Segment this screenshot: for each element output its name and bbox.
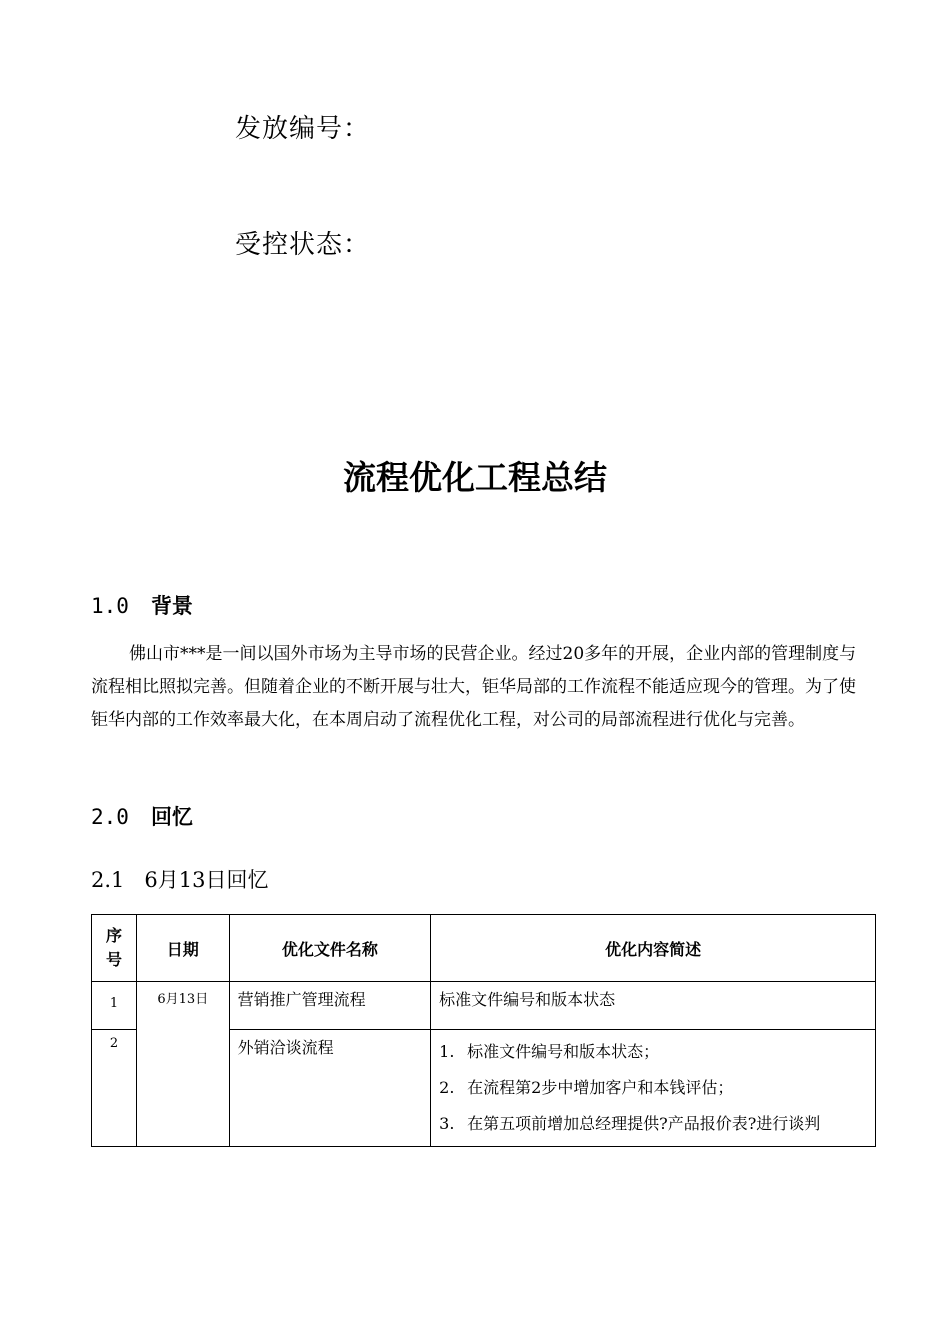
document-title: 流程优化工程总结 xyxy=(343,458,607,497)
section-label: 背景 xyxy=(150,594,193,618)
subsection-label: 6月13日回忆 xyxy=(144,868,269,892)
list-item: 2. 在流程第2步中增加客户和本钱评估； xyxy=(439,1078,734,1097)
col-header-date: 日期 xyxy=(136,915,229,982)
row-filename: 外销洽谈流程 xyxy=(229,1030,430,1147)
control-status-label: 受控状态： xyxy=(235,230,371,260)
row-number: 1 xyxy=(92,982,137,1030)
row-date: 6月13日 xyxy=(136,982,229,1147)
table-row xyxy=(92,982,876,1030)
col-header-seq: 序号 xyxy=(92,915,137,982)
section-number: 1.0 xyxy=(91,594,129,618)
subsection-number: 2.1 xyxy=(91,868,125,892)
col-header-filename: 优化文件名称 xyxy=(229,915,430,982)
list-item: 3. 在第五项前增加总经理提供?产品报价表?进行谈判 xyxy=(439,1114,821,1133)
row-content xyxy=(431,1030,876,1147)
section-number: 2.0 xyxy=(91,805,129,829)
subsection-heading xyxy=(91,864,269,894)
row-filename: 营销推广管理流程 xyxy=(229,982,430,1030)
section-heading-background xyxy=(91,590,193,620)
issue-number-label: 发放编号： xyxy=(235,114,371,144)
optimization-table xyxy=(91,914,876,1147)
section-label: 回忆 xyxy=(150,805,193,829)
content-list xyxy=(439,1034,867,1142)
section-heading-review xyxy=(91,801,193,831)
background-paragraph: 佛山市***是一间以国外市场为主导市场的民营企业。经过20多年的开展，企业内部的管理制度与流程相比照拟完善。但随着企业的不断开展与壮大，钜华局部的工作流程不能适应现今的管理。为了使钜华内部的工作效率最大化，在本周启动了流程优化工程，对公司的局部流程进行优化与完善。 xyxy=(91,644,857,730)
table-header-row xyxy=(92,915,876,982)
row-content: 标准文件编号和版本状态 xyxy=(431,982,876,1030)
row-number: 2 xyxy=(92,1030,137,1147)
col-header-content: 优化内容简述 xyxy=(431,915,876,982)
list-item: 1. 标准文件编号和版本状态； xyxy=(439,1042,660,1061)
